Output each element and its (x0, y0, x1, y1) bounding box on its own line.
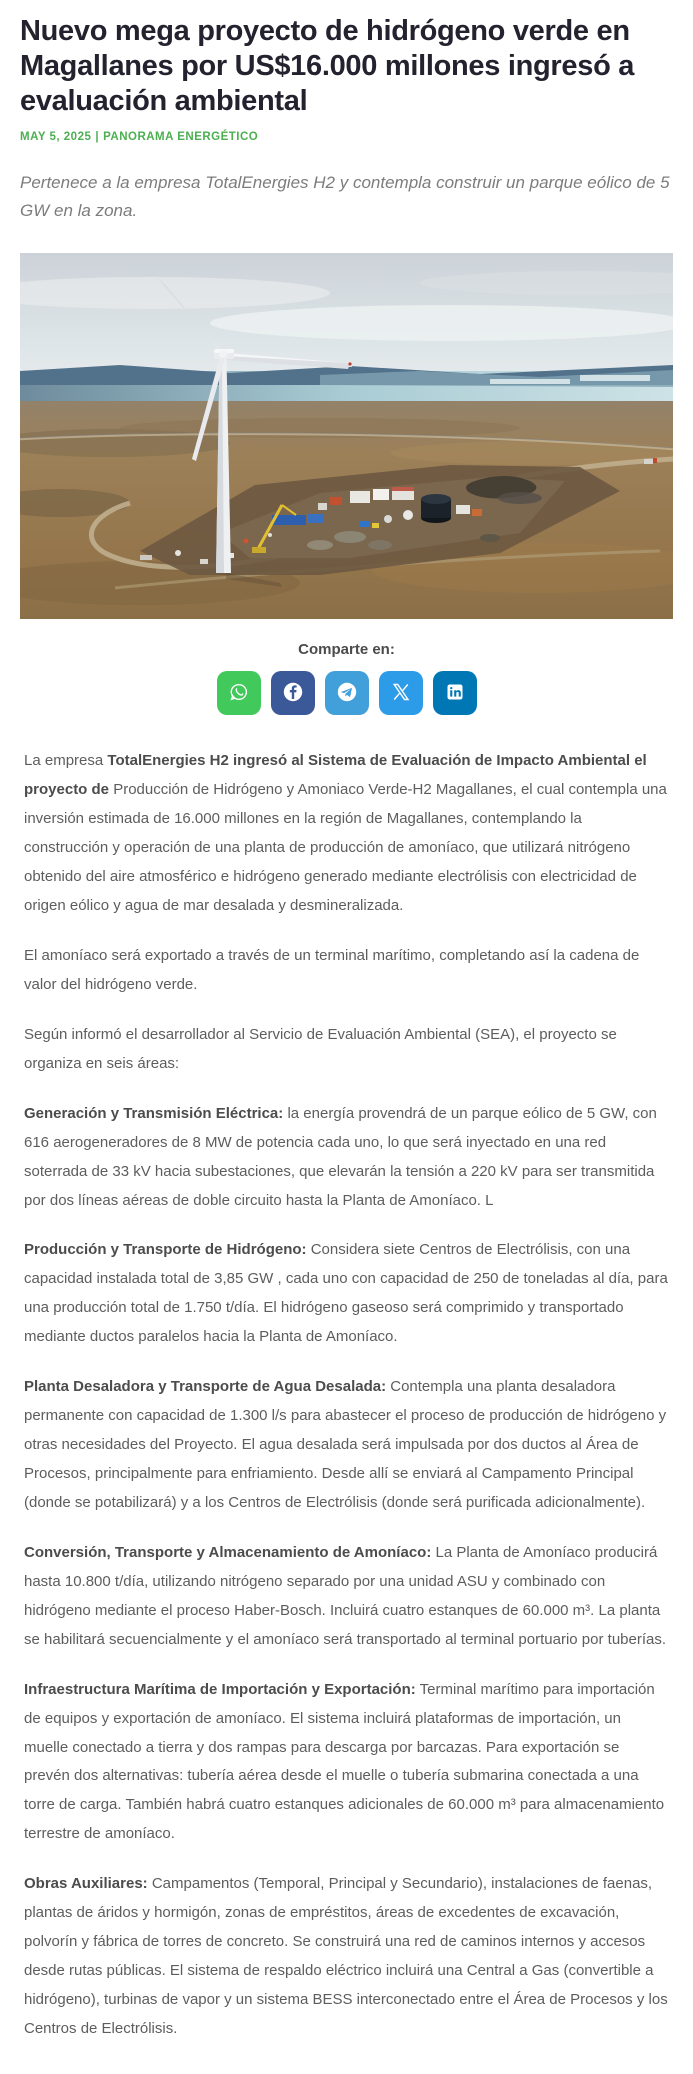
whatsapp-icon (228, 681, 250, 706)
share-telegram-button[interactable] (325, 671, 369, 715)
share-x-button[interactable] (379, 671, 423, 715)
paragraph-produccion: Producción y Transporte de Hidrógeno: Considera siete Centros de Electrólisis, con una capacidad instalada total de 3,85 GW , cada uno con capacidad de 250 de toneladas al día, para una producción total de 1.750 t/día. El hidrógeno gaseoso será comprimido y transportado mediante ductos paralelos hacia la Planta de Amoníaco. (24, 1241, 668, 1346)
telegram-icon (334, 679, 360, 708)
share-whatsapp-button[interactable] (217, 671, 261, 715)
share-buttons-row (20, 671, 673, 715)
meta-separator: | (95, 131, 100, 144)
paragraph-conversion: Conversión, Transporte y Almacenamiento de Amoníaco: La Planta de Amoníaco producirá hasta 10.800 t/día, utilizando nitrógeno separado por una unidad ASU y combinado con hidrógeno mediante el proceso Haber-Bosch. Incluirá cuatro estanques de 60.000 m³. La planta se habilitará secuencialmente y el amoníaco será transportado al terminal portuario por tuberías. (24, 1543, 667, 1648)
paragraph-desaladora: Planta Desaladora y Transporte de Agua Desalada: Contempla una planta desaladora permanente con capacidad de 1.300 l/s para abastecer el proceso de producción de hidrógeno y otras necesidades del Proyecto. El agua desalada será impulsada por dos ductos al Área de Procesos, principalmente para enfriamiento. Desde allí se enviará al Campamento Principal (donde se potabilizará) y a los Centros de Electrólisis (donde será purificada adicionalmente). (24, 1378, 667, 1511)
share-linkedin-button[interactable] (433, 671, 477, 715)
paragraph-intro: La empresa TotalEnergies H2 ingresó al Sistema de Evaluación de Impacto Ambiental el proyecto de Producción de Hidrógeno y Amoniaco Verde-H2 Magallanes, el cual contempla una inversión estimada de 16.000 millones en la región de Magallanes, contemplando la construcción y operación de una planta de producción de amoníaco, que utilizará nitrógeno obtenido del aire atmosférico e hidrógeno generado mediante electrólisis con electricidad de origen eólico y agua de mar desalada y desmineralizada. (24, 752, 667, 915)
article-meta (20, 131, 673, 143)
linkedin-icon (443, 680, 467, 707)
paragraph-sea: Según informó el desarrollador al Servicio de Evaluación Ambiental (SEA), el proyecto se organiza en seis áreas: (24, 1025, 617, 1072)
category-link[interactable]: PANORAMA ENERGÉTICO (103, 131, 259, 144)
share-facebook-button[interactable] (271, 671, 315, 715)
share-label: Comparte en: (298, 641, 395, 659)
share-section (20, 641, 673, 715)
facebook-icon (280, 679, 306, 708)
article-hero-image (20, 253, 673, 619)
x-twitter-icon (389, 680, 413, 707)
paragraph-obras: Obras Auxiliares: Campamentos (Temporal, Principal y Secundario), instalaciones de faenas, plantas de áridos y hormigón, zonas de empréstitos, áreas de excedentes de excavación, polvorín y fábrica de torres de concreto. Se construirá una red de caminos internos y accesos desde rutas públicas. El sistema de respaldo eléctrico incluirá una Central a Gas (convertible a hidrógeno), turbinas de vapor y un sistema BESS interconectado entre el Área de Procesos y los Centros de Electrólisis. (24, 1875, 668, 2037)
article-body (20, 747, 673, 2044)
article-date: MAY 5, 2025 (20, 131, 92, 144)
article-subtitle: Pertenece a la empresa TotalEnergies H2 y contempla construir un parque eólico de 5 GW en la zona. (20, 173, 670, 221)
paragraph-infraestructura: Infraestructura Marítima de Importación y Exportación: Terminal marítimo para importación de equipos y exportación de amoníaco. El sistema incluirá plataformas de importación, un muelle conectado a tierra y dos rampas para descarga por barcazas. Para exportación se prevén dos alternativas: tubería aérea desde el muelle o tubería submarina conectada a una torre de carga. También habrá cuatro estanques adicionales de 60.000 m³ para almacenamiento terrestre de amoníaco. (24, 1680, 665, 1843)
page-title: Nuevo mega proyecto de hidrógeno verde en Magallanes por US$16.000 millones ingresó a evaluación ambiental (20, 15, 635, 118)
wind-farm-photo-illustration (20, 253, 673, 619)
paragraph-generacion: Generación y Transmisión Eléctrica: la energía provendrá de un parque eólico de 5 GW, con 616 aerogeneradores de 8 MW de potencia cada uno, lo que será inyectado en una red soterrada de 33 kV hacia subestaciones, que elevarán la tensión a 220 kV para ser transmitida por dos líneas aéreas de doble circuito hasta la Planta de Amoníaco. L (24, 1104, 657, 1209)
paragraph-export: El amoníaco será exportado a través de un terminal marítimo, completando así la cadena de valor del hidrógeno verde. (24, 946, 640, 993)
